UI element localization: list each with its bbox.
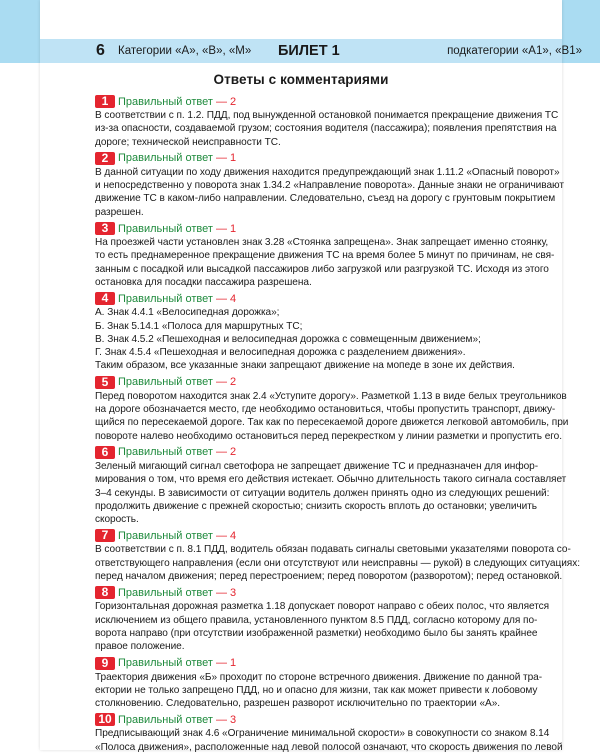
answer-dash: — xyxy=(215,95,227,108)
correct-answer-line xyxy=(118,376,236,388)
comment-line: Предписывающий знак 4.6 «Ограничение минимальной скорости» в совокупности со знаком 8.14 xyxy=(95,728,550,740)
correct-answer-line xyxy=(118,587,236,599)
answer-dash: — xyxy=(215,713,227,726)
comment-line: продолжить движение с прежней скоростью; снизить скорость вплоть до остановки; увеличить xyxy=(95,500,538,512)
answer-header xyxy=(95,445,507,460)
comment-line: «Полоса движения», расположенные над левой полосой означают, что скорость движения по левой xyxy=(95,741,563,753)
correct-answer-label: Правильный ответ xyxy=(118,152,213,165)
answer-comment xyxy=(95,671,543,711)
subcategories-label: подкатегории «А1», «В1» xyxy=(447,45,582,57)
correct-answer-value: 1 xyxy=(230,657,237,669)
comment-line: столкновению. Следовательно, разрешен разворот исключительно по траектории «А». xyxy=(95,698,501,710)
correct-answer-line xyxy=(118,223,236,235)
answer-item xyxy=(95,94,559,149)
question-number-badge: 1 xyxy=(95,95,115,108)
correct-answer-label: Правильный ответ xyxy=(118,529,213,542)
answer-header xyxy=(95,712,507,727)
question-number-badge: 3 xyxy=(95,222,115,235)
correct-answer-label: Правильный ответ xyxy=(118,376,213,389)
answer-dash: — xyxy=(215,529,227,542)
question-number-badge: 7 xyxy=(95,529,115,542)
question-number-badge: 10 xyxy=(95,713,115,726)
answer-comment xyxy=(95,460,567,526)
correct-answer-line xyxy=(118,530,236,542)
comment-line: занным с посадкой или высадкой пассажиров либо загрузкой или разгрузкой ТС. Исходя из этого xyxy=(95,263,549,275)
correct-answer-value: 2 xyxy=(230,376,237,389)
comment-line: остановка для посадки пассажира разрешена. xyxy=(95,276,312,288)
page-header xyxy=(40,39,582,63)
comment-line: повороте налево необходимо остановиться перед перекрестком у линии разметки и пропустить его. xyxy=(95,430,562,442)
comment-line: ворота направо (при отсутствии изображенной разметки) необходимо было бы занять крайнее xyxy=(95,627,538,639)
correct-answer-value: 1 xyxy=(230,222,237,235)
comment-line: А. Знак 4.4.1 «Велосипедная дорожка»; xyxy=(95,307,280,319)
answers-list xyxy=(95,94,580,754)
question-number-badge: 8 xyxy=(95,586,115,599)
section-title: Ответы с комментариями xyxy=(213,72,389,87)
answer-header xyxy=(95,528,507,543)
correct-answer-label: Правильный ответ xyxy=(118,657,213,669)
comment-line: то есть преднамеренное прекращение движения ТС на время более 5 минут по причинам, не свя- xyxy=(95,250,555,262)
correct-answer-line xyxy=(118,293,236,305)
comment-line: Б. Знак 5.14.1 «Полоса для маршрутных ТС; xyxy=(95,320,303,332)
answer-item xyxy=(95,655,543,711)
correct-answer-line xyxy=(118,96,236,108)
answer-dash: — xyxy=(215,657,227,669)
answer-header xyxy=(95,656,507,671)
question-number-badge: 4 xyxy=(95,292,115,305)
comment-line: на дороге обозначается место, где необходимо остановиться, чтобы пропустить транспорт, движу- xyxy=(95,404,556,416)
comment-line: щийся по пересекаемой дороге. Так как по пересекаемой дороге движется легковой автомобиль, при xyxy=(95,417,569,429)
answer-dash: — xyxy=(215,446,227,459)
question-number-badge: 6 xyxy=(95,446,115,459)
correct-answer-label: Правильный ответ xyxy=(118,292,213,305)
comment-line: Траектория движения «Б» проходит по стороне встречного движения. Движение по данной тра- xyxy=(95,671,543,683)
comment-line: На проезжей части установлен знак 3.28 «Стоянка запрещена». Знак запрещает именно стоянку, xyxy=(95,237,549,249)
answer-header xyxy=(95,94,507,109)
correct-answer-label: Правильный ответ xyxy=(118,95,213,108)
answer-header xyxy=(95,375,507,390)
correct-answer-label: Правильный ответ xyxy=(118,446,213,459)
comment-line: исключением из общего правила, установленного пунктом 8.5 ПДД, согласно которому для по- xyxy=(95,614,538,626)
correct-answer-value: 3 xyxy=(230,713,237,726)
comment-line: из-за опасности, создаваемой грузом; состояния водителя (пассажира); появления препятствия на xyxy=(95,123,557,135)
question-number-badge: 5 xyxy=(95,376,115,389)
comment-line: Перед поворотом находится знак 2.4 «Уступите дорогу». Разметкой 1.13 в виде белых треугольников xyxy=(95,390,567,402)
correct-answer-value: 2 xyxy=(230,446,237,459)
comment-line: Г. Знак 4.5.4 «Пешеходная и велосипедная дорожка с разделением движения». xyxy=(95,347,466,359)
correct-answer-value: 3 xyxy=(230,586,237,599)
answer-item xyxy=(95,291,515,372)
comment-line: правое положение. xyxy=(95,641,185,653)
answer-dash: — xyxy=(215,222,227,235)
answers-content xyxy=(95,72,580,756)
comment-line: Зеленый мигающий сигнал светофора не запрещает движение ТС и предназначен для инфор- xyxy=(95,460,539,472)
comment-line: и непосредственно у поворота знак 1.34.2 «Направление поворота». Данные знаки не ограничивают xyxy=(95,180,564,192)
ticket-title: БИЛЕТ 1 xyxy=(278,43,340,59)
page-number: 6 xyxy=(96,42,105,59)
comment-line: Горизонтальная дорожная разметка 1.18 допускает поворот направо с обеих полос, что является xyxy=(95,601,550,613)
answer-comment xyxy=(95,600,550,653)
comment-line: разрешен. xyxy=(95,206,144,218)
correct-answer-line xyxy=(118,152,236,164)
answer-item xyxy=(95,150,564,219)
answer-item xyxy=(95,585,550,653)
comment-line: ответствующего направления (если они отсутствуют или неисправны — рукой) в следующих ситуациях: xyxy=(95,557,580,569)
answer-comment xyxy=(95,543,580,583)
comment-line: скорость. xyxy=(95,514,139,526)
answer-header xyxy=(95,151,507,166)
comment-line: ектории не только запрещено ПДД, но и опасно для жизни, так как может привести к лобовому xyxy=(95,684,538,696)
comment-line: В соответствии с п. 8.1 ПДД, водитель обязан подавать сигналы световыми указателями поворота со- xyxy=(95,544,571,556)
correct-answer-line xyxy=(118,714,236,726)
correct-answer-value: 2 xyxy=(230,95,237,108)
answer-comment xyxy=(95,109,559,149)
answer-dash: — xyxy=(215,292,227,305)
answer-comment xyxy=(95,306,515,372)
correct-answer-value: 1 xyxy=(230,152,237,165)
answer-item xyxy=(95,528,580,583)
question-number-badge: 2 xyxy=(95,152,115,165)
answer-dash: — xyxy=(215,586,227,599)
answer-dash: — xyxy=(215,152,227,165)
comment-line: дороге; технической неисправности ТС. xyxy=(95,136,281,148)
comment-line: В соответствии с п. 1.2. ПДД, под вынужденной остановкой понимается прекращение движения ТС xyxy=(95,110,559,121)
comment-line: В. Знак 4.5.2 «Пешеходная и велосипедная дорожка с совмещенным движением»; xyxy=(95,333,481,345)
comment-line: мирования о том, что время его действия истекает. Обычно длительность такого сигнала составляет xyxy=(95,474,567,486)
answer-item xyxy=(95,712,563,754)
comment-line: 3–4 секунды. В зависимости от ситуации водитель должен принять одно из следующих решений: xyxy=(95,487,550,499)
answer-comment xyxy=(95,236,555,289)
answer-item xyxy=(95,444,567,526)
answer-header xyxy=(95,585,507,600)
answer-comment xyxy=(95,390,569,443)
question-number-badge: 9 xyxy=(95,657,115,670)
answer-header xyxy=(95,291,507,306)
correct-answer-line xyxy=(118,446,236,458)
correct-answer-label: Правильный ответ xyxy=(118,586,213,599)
comment-line: Таким образом, все указанные знаки запрещают движение на мопеде в зоне их действия. xyxy=(95,360,515,372)
answer-header xyxy=(95,221,507,236)
correct-answer-label: Правильный ответ xyxy=(118,222,213,235)
answer-item xyxy=(95,374,569,443)
comment-line: движение ТС в каком-либо направлении. Следовательно, съезд на дорогу с грунтовым покрытием xyxy=(95,193,556,205)
comment-line: перед началом движения; перед перестроением; перед поворотом (разворотом); перед остановкой. xyxy=(95,571,563,583)
correct-answer-label: Правильный ответ xyxy=(118,713,213,726)
answer-comment xyxy=(95,166,564,219)
correct-answer-line xyxy=(118,657,236,669)
correct-answer-value: 4 xyxy=(230,529,237,542)
correct-answer-value: 4 xyxy=(230,292,237,305)
categories-label: Категории «А», «В», «M» xyxy=(118,45,252,57)
comment-line: В данной ситуации по ходу движения находится предупреждающий знак 1.11.2 «Опасный поворот» xyxy=(95,166,560,178)
answer-item xyxy=(95,221,555,289)
answer-dash: — xyxy=(215,376,227,389)
